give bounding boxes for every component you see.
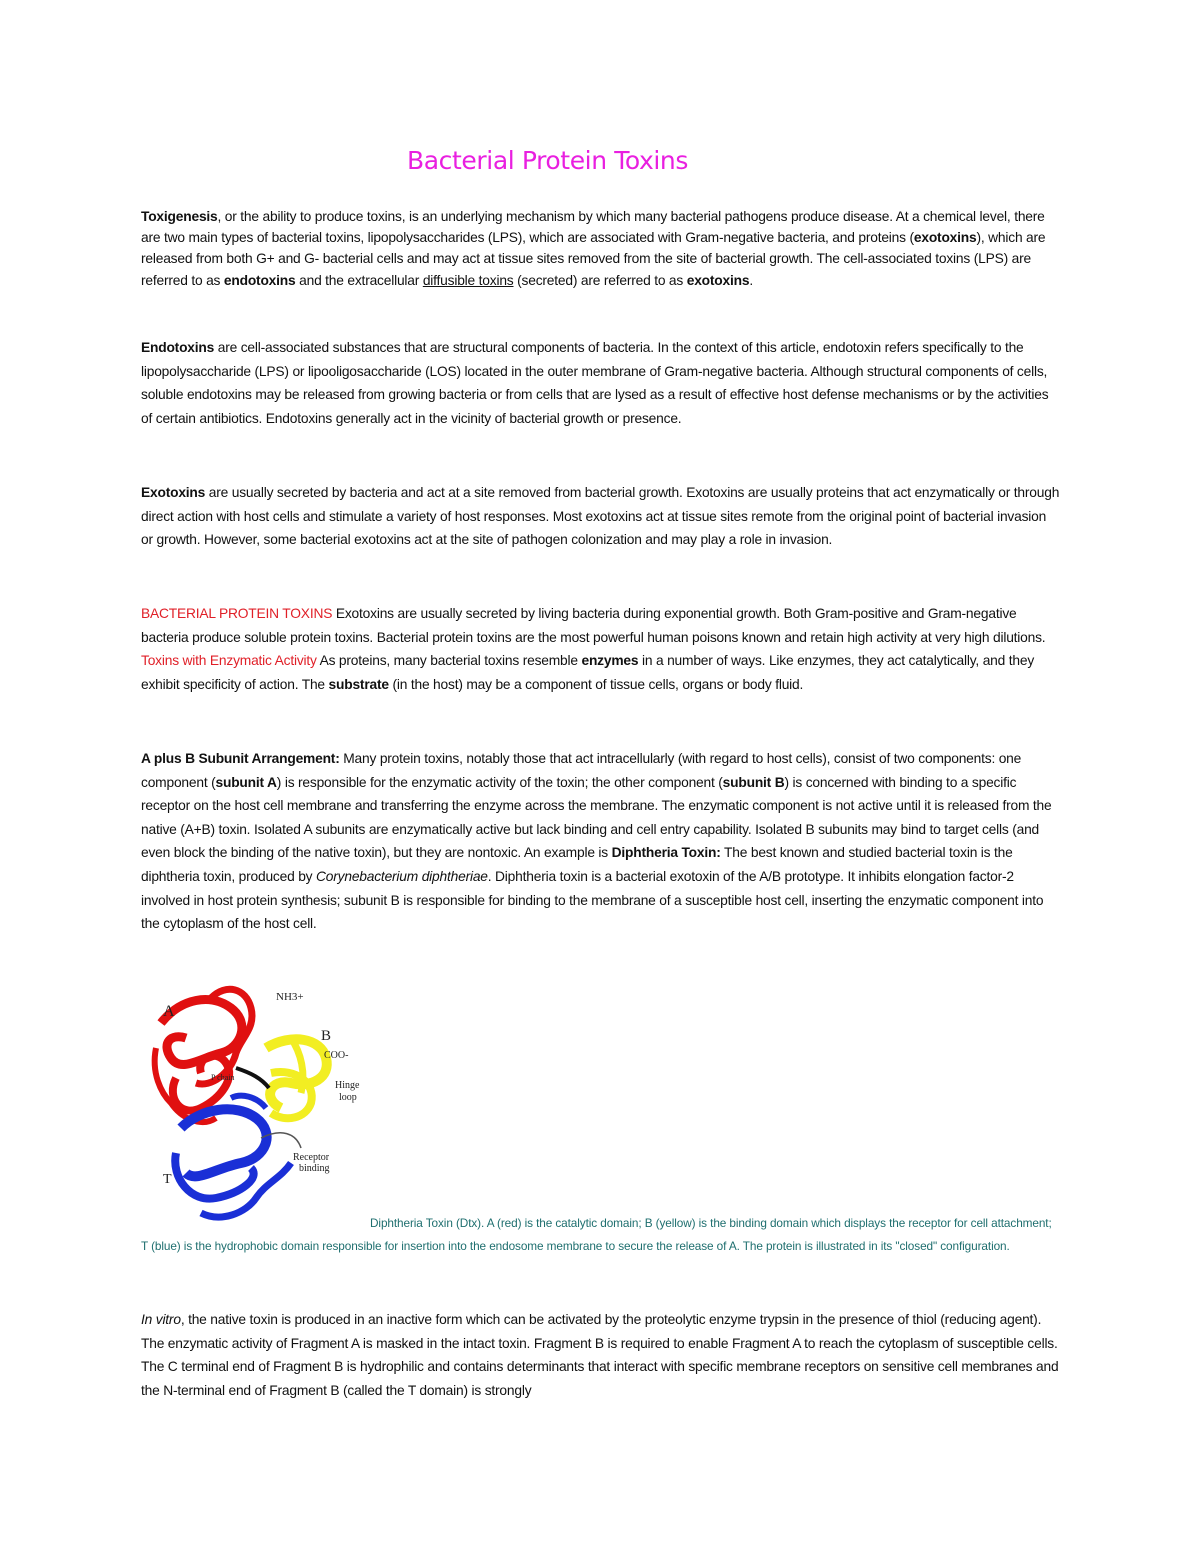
- paragraph-endotoxins: Endotoxins are cell-associated substances that are structural components of bacteria. In the context of this article, endotoxin refers specifically to the lipopolysaccharide (LPS) or lipooligosaccharide (LOS) located in the outer membrane of Gram-negative bacteria. Although structural components of cells, soluble endotoxins may be released from growing bacteria or from cells that are lysed as a result of effective host defense mechanisms or by the activities of certain antibiotics. Endotoxins generally act in the vicinity of bacterial growth or presence.: [141, 340, 1049, 426]
- term-exotoxins-2: exotoxins: [686, 272, 750, 288]
- label-loop: loop: [339, 1092, 357, 1103]
- paragraph-ab-subunit: A plus B Subunit Arrangement: Many protein toxins, notably those that act intracellularly (with regard to host cells), consist of two components: one component (subunit A) is responsible for the enzymatic activity of the toxin; the other component (subunit B) is concerned with binding to a specific receptor on the host cell membrane and transferring the enzyme across the membrane. The enzymatic component is not active until it is released from the native (A+B) toxin. Isolated A subunits are enzymatically active but lack binding and cell entry capability. Isolated B subunits may bind to target cells (and even block the binding of the native toxin), but they are nontoxic. An example is Diphtheria Toxin: The best known and studied bacterial toxin is the diphtheria toxin, produced by Corynebacterium diphtheriae. Diphtheria toxin is a bacterial exotoxin of the A/B prototype. It inhibits elongation factor-2 involved in host protein synthesis; subunit B is responsible for binding to the membrane of a susceptible host cell, inserting the enzymatic component into the cytoplasm of the host cell.: [141, 751, 1052, 932]
- label-hinge: Hinge: [335, 1080, 360, 1091]
- term-subunit-b: subunit B: [722, 774, 785, 790]
- label-p-chain: P chain: [211, 1073, 235, 1082]
- figure-caption: Diphtheria Toxin (Dtx). A (red) is the catalytic domain; B (yellow) is the binding domain which displays the receptor for cell attachment; T (blue) is the hydrophobic domain responsible for insertion into the endosome membrane to secure the release of A. The protein is illustrated in its "closed" configuration.: [141, 1216, 1052, 1253]
- label-binding: binding: [299, 1163, 330, 1174]
- diphtheria-toxin-structure-image: [141, 978, 381, 1228]
- species-name: Corynebacterium diphtheriae: [316, 868, 488, 884]
- domain-b-ribbons: [266, 1038, 327, 1118]
- term-endotoxins-heading: Endotoxins: [141, 340, 215, 355]
- term-exotoxins: exotoxins: [913, 230, 977, 246]
- paragraph-bacterial-protein-toxins: BACTERIAL PROTEIN TOXINS Exotoxins are usually secreted by living bacteria during exponential growth. Both Gram-positive and Gram-negative bacteria produce soluble protein toxins. Bacterial protein toxins are the most powerful human poisons known and retain high activity at very high dilutions. Toxins with Enzymatic Activity As proteins, many bacterial toxins resemble enzymes in a number of ways. Like enzymes, they act catalytically, and they exhibit specificity of action. The substrate (in the host) may be a component of tissue cells, organs or body fluid.: [141, 606, 1046, 692]
- term-enzymes: enzymes: [581, 653, 639, 669]
- term-in-vitro: In vitro: [141, 1312, 181, 1327]
- label-b: B: [321, 1028, 332, 1044]
- page-title: Bacterial Protein Toxins: [407, 146, 688, 175]
- term-subunit-a: subunit A: [215, 774, 277, 790]
- term-diphtheria-toxin: Diphtheria Toxin:: [611, 845, 721, 861]
- heading-enzymatic-activity: Toxins with Enzymatic Activity: [141, 653, 317, 669]
- paragraph-exotoxins: Exotoxins are usually secreted by bacteria and act at a site removed from bacterial growth. Exotoxins are usually proteins that act enzymatically or through direct action with host cells and stimulate a variety of host responses. Most exotoxins act at tissue sites remote from the original point of bacterial invasion or growth. However, some bacterial exotoxins act at the site of pathogen colonization and may play a role in invasion.: [141, 485, 1060, 548]
- term-endotoxins: endotoxins: [223, 272, 296, 288]
- heading-ab-subunit: A plus B Subunit Arrangement:: [141, 751, 340, 766]
- paragraph-in-vitro: In vitro, the native toxin is produced in an inactive form which can be activated by the proteolytic enzyme trypsin in the presence of thiol (reducing agent). The enzymatic activity of Fragment A is masked in the intact toxin. Fragment B is required to enable Fragment A to reach the cytoplasm of susceptible cells. The C terminal end of Fragment B is hydrophilic and contains determinants that interact with specific membrane receptors on sensitive cell membranes and the N-terminal end of Fragment B (called the T domain) is strongly: [141, 1312, 1059, 1398]
- paragraph-toxigenesis: Toxigenesis, or the ability to produce toxins, is an underlying mechanism by which many bacterial pathogens produce disease. At a chemical level, there are two main types of bacterial toxins, lipopolysaccharides (LPS), which are associated with Gram-negative bacteria, and proteins (exotoxins), which are released from both G+ and G- bacterial cells and may act at tissue sites removed from the site of bacterial growth. The cell-associated toxins (LPS) are referred to as endotoxins and the extracellular diffusible toxins (secreted) are referred to as exotoxins.: [141, 209, 1046, 288]
- heading-bacterial-protein-toxins: BACTERIAL PROTEIN TOXINS: [141, 606, 333, 621]
- term-substrate: substrate: [328, 676, 389, 692]
- term-toxigenesis: Toxigenesis: [141, 209, 218, 224]
- label-a: A: [163, 1003, 175, 1020]
- label-receptor: Receptor: [293, 1152, 330, 1163]
- label-coo: COO-: [324, 1050, 349, 1061]
- label-nh3: NH3+: [276, 991, 304, 1003]
- hinge-loop-segment: [236, 1068, 269, 1088]
- link-diffusible-toxins[interactable]: diffusible toxins: [422, 272, 514, 288]
- label-t: T: [163, 1172, 172, 1187]
- term-exotoxins-heading: Exotoxins: [141, 485, 206, 500]
